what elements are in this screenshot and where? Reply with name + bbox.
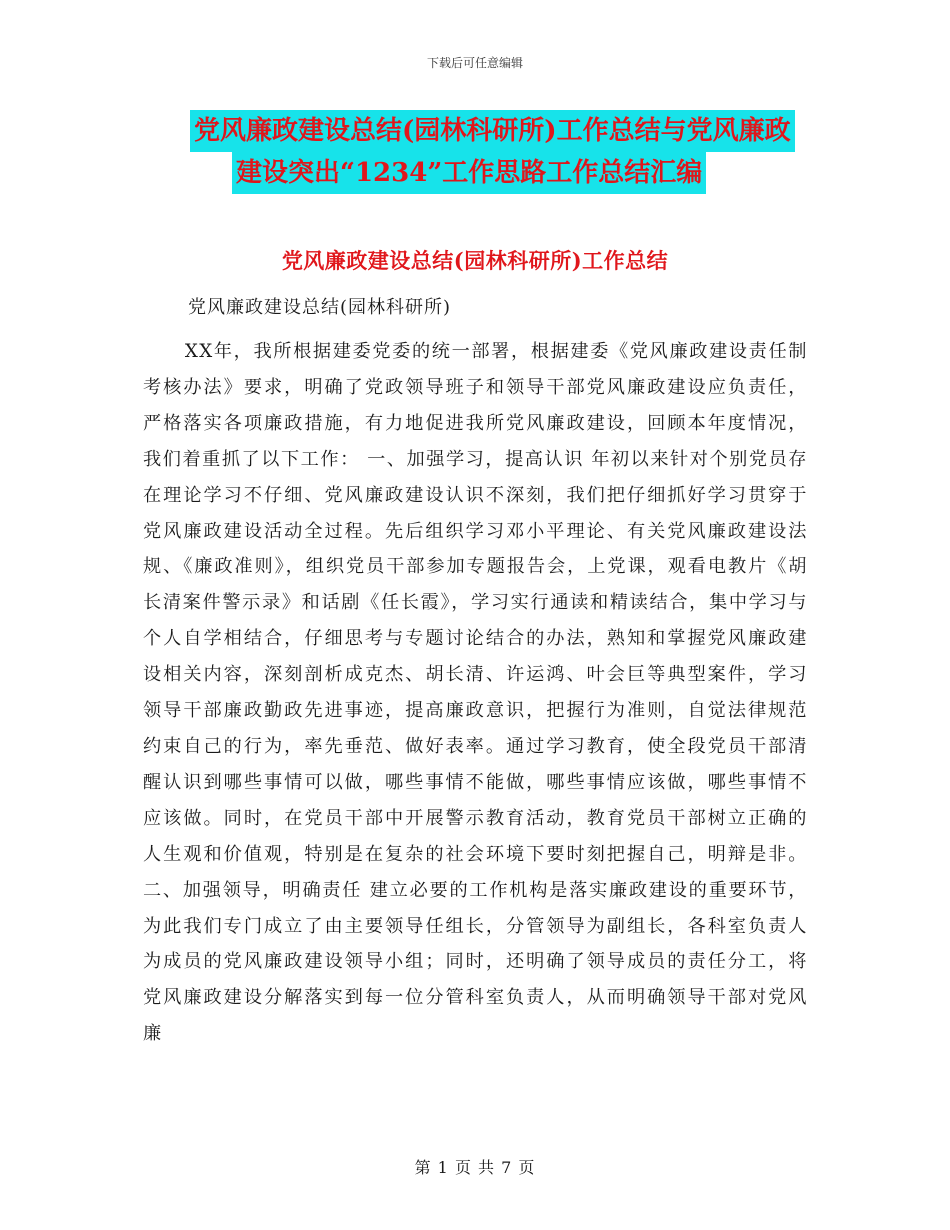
header-note: 下载后可任意编辑 bbox=[426, 56, 523, 70]
page-number: 第 1 页 共 7 页 bbox=[414, 1158, 536, 1177]
section-subtitle: 党风廉政建设总结(园林科研所) bbox=[188, 297, 452, 318]
document-title-line-1: 党风廉政建设总结(园林科研所)工作总结与党风廉政 bbox=[190, 110, 795, 152]
document-title-line-2: 建设突出“1234”工作思路工作总结汇编 bbox=[232, 152, 706, 194]
body-paragraph: XX年，我所根据建委党委的统一部署，根据建委《党风廉政建设责任制考核办法》要求，明确了党政领导班子和领导干部党风廉政建设应负责任，严格落实各项廉政措施，有力地促进我所党风廉政建设，回顾本年度情况，我们着重抓了以下工作： 一、加强学习，提高认识 年初以来针对个别党员存在理论学习不仔细、党风廉政建设认识不深刻，我们把仔细抓好学习贯穿于党风廉政建设活动全过程。先后组织学习邓小平理论、有关党风廉政建设法规、《廉政准则》，组织党员干部参加专题报告会，上党课，观看电教片《胡长清案件警示录》和话剧《任长霞》，学习实行通读和精读结合，集中学习与个人自学相结合，仔细思考与专题讨论结合的办法，熟知和掌握党风廉政建设相关内容，深刻剖析成克杰、胡长清、许运鸿、叶会巨等典型案件，学习领导干部廉政勤政先进事迹，提高廉政意识，把握行为准则，自觉法律规范约束自己的行为，率先垂范、做好表率。通过学习教育，使全段党员干部清醒认识到哪些事情可以做，哪些事情不能做，哪些事情应该做，哪些事情不应该做。同时，在党员干部中开展警示教育活动，教育党员干部树立正确的人生观和价值观，特别是在复杂的社会环境下要时刻把握自己，明辩是非。 二、加强领导，明确责任 建立必要的工作机构是落实廉政建设的重要环节，为此我们专门成立了由主要领导任组长，分管领导为副组长，各科室负责人为成员的党风廉政建设领导小组；同时，还明确了领导成员的责任分工，将党风廉政建设分解落实到每一位分管科室负责人，从而明确领导干部对党风廉 bbox=[143, 341, 808, 1045]
section-title: 党风廉政建设总结(园林科研所)工作总结 bbox=[281, 248, 669, 273]
document-title bbox=[190, 110, 830, 194]
